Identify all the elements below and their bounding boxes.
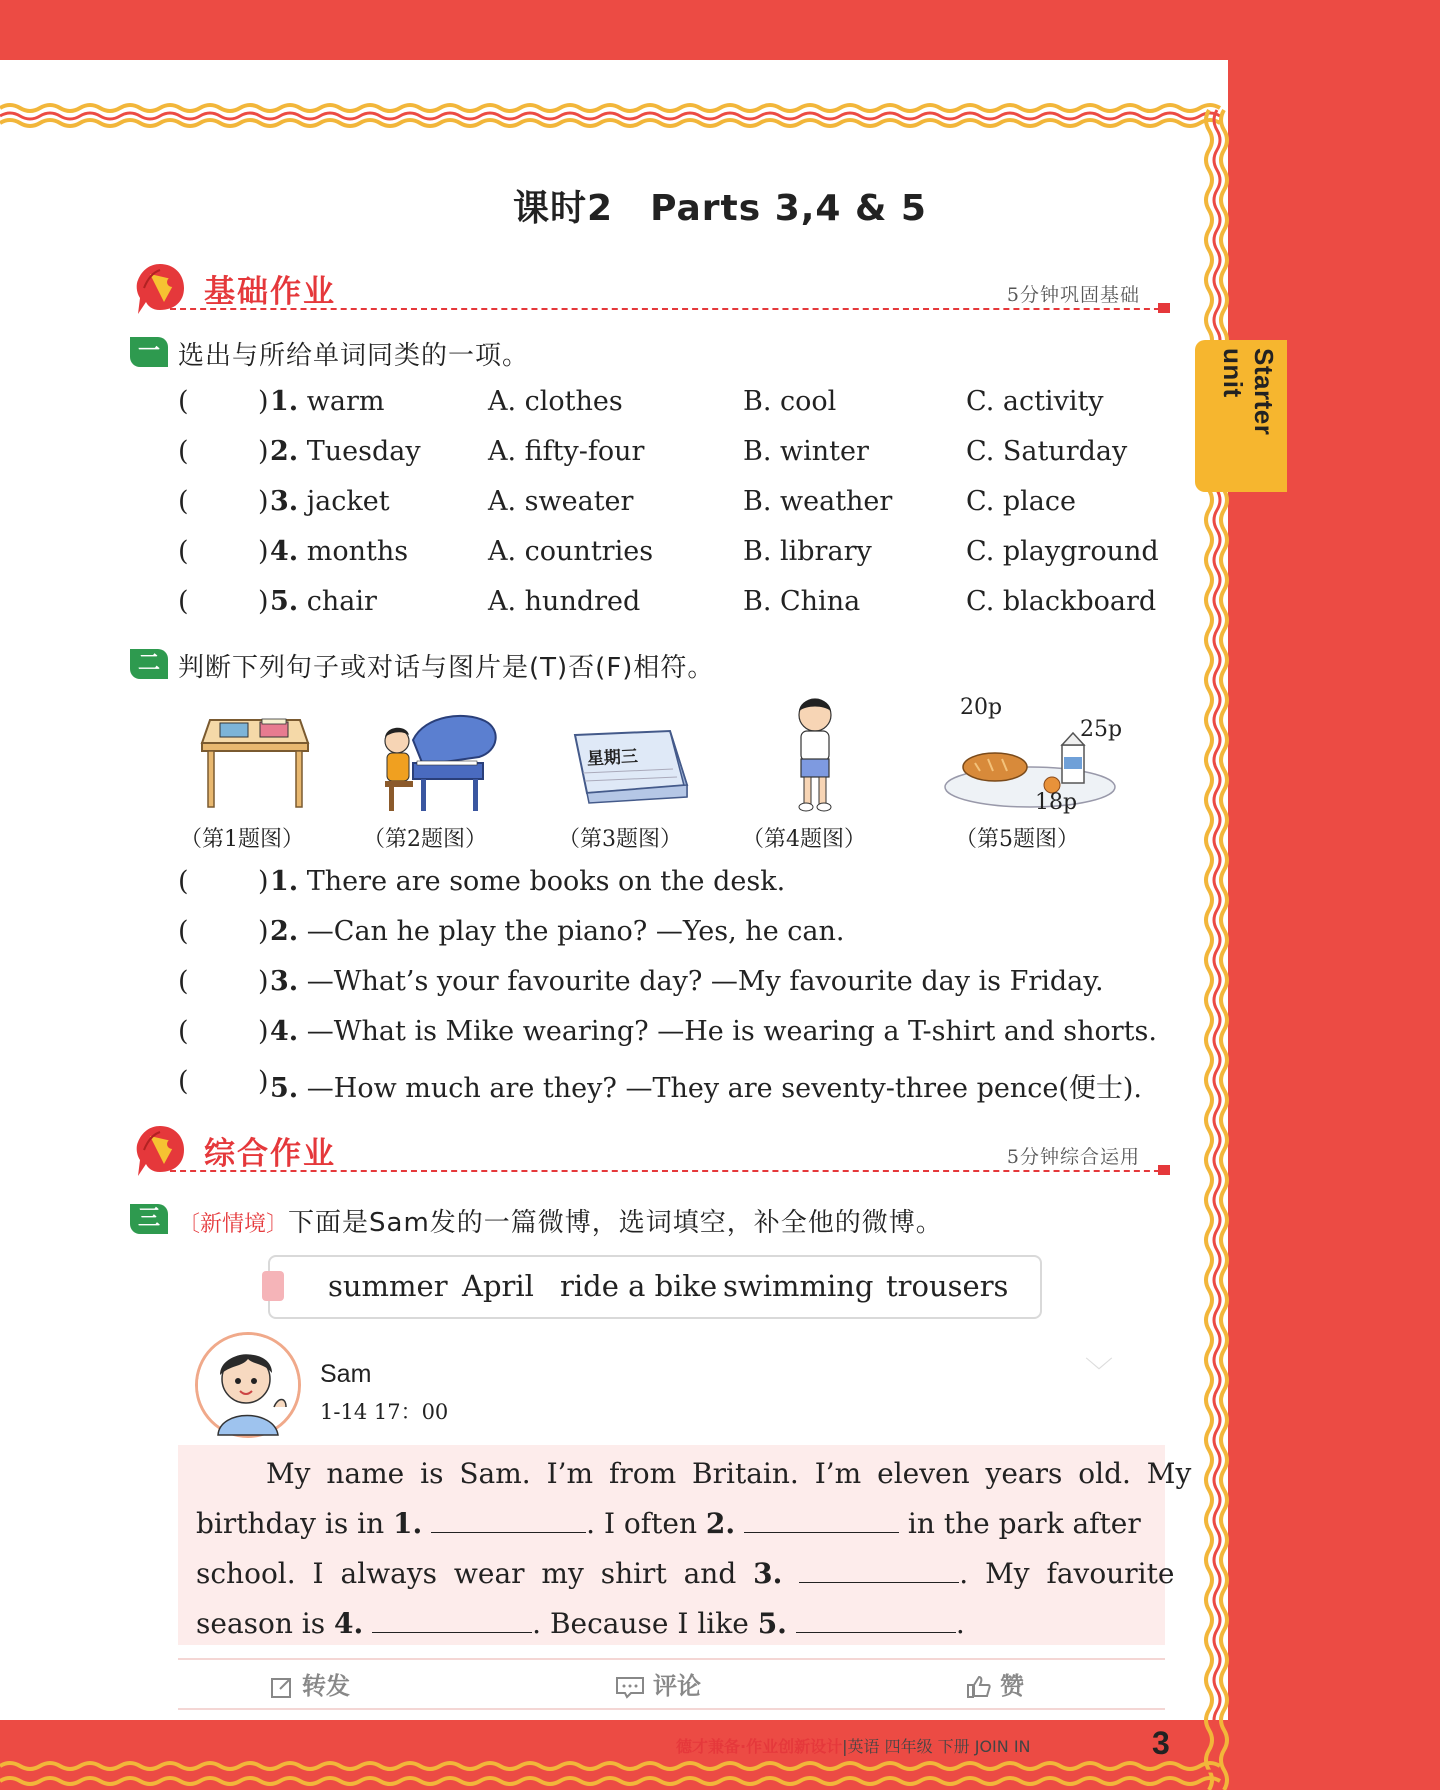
- unit-side-tab[interactable]: [1195, 340, 1287, 492]
- word-bank-item: trousers: [886, 1269, 1009, 1303]
- answer-paren-open[interactable]: (: [178, 1016, 189, 1047]
- option-a: A. countries: [488, 536, 654, 567]
- blank-4[interactable]: [372, 1606, 532, 1633]
- item-number: 4.: [270, 536, 299, 567]
- item-number: 3.: [270, 966, 299, 997]
- answer-paren-close: ): [258, 436, 269, 467]
- q2-item-3: [178, 966, 1178, 1006]
- option-a: A. fifty-four: [488, 436, 645, 467]
- footer-book-info: |英语 四年级 下册 JOIN IN: [842, 1737, 1031, 1756]
- option-b: B. winter: [743, 436, 869, 467]
- post-action-bar: [178, 1658, 1165, 1710]
- item-number: 5.: [270, 1073, 299, 1104]
- question-instruction: [178, 1202, 943, 1239]
- section-label: 综合作业: [204, 1136, 336, 1172]
- food-plate-illustration: [940, 695, 1140, 820]
- post-line-4: [196, 1599, 1151, 1649]
- post-text: . I often: [586, 1507, 706, 1540]
- blank-number: 5.: [757, 1607, 787, 1640]
- item-sentence: There are some books on the desk.: [306, 866, 786, 897]
- post-text: .: [955, 1607, 965, 1640]
- option-a: A. clothes: [488, 386, 623, 417]
- piano-boy-illustration: [375, 705, 505, 815]
- share-edit-icon: [270, 1675, 294, 1699]
- dashed-divider: [170, 308, 1170, 310]
- blank-number: 2.: [705, 1507, 736, 1540]
- answer-paren-close: ): [258, 966, 269, 997]
- answer-paren-open[interactable]: (: [178, 386, 189, 417]
- post-timestamp: 1-14 17：00: [320, 1400, 449, 1424]
- question-number-badge: 二: [130, 649, 168, 679]
- item-word: warm: [306, 386, 385, 417]
- q2-item-1: [178, 866, 1178, 906]
- answer-paren-close: ): [258, 536, 269, 567]
- item-number: 2.: [270, 916, 299, 947]
- post-text: in the park after: [899, 1507, 1141, 1540]
- bottom-wavy-border: [0, 1760, 1228, 1786]
- section-header-comprehensive: [130, 1120, 1170, 1180]
- share-button[interactable]: [270, 1666, 350, 1701]
- item-number: 1.: [270, 866, 299, 897]
- page-title: 课时2 Parts 3,4 & 5: [513, 188, 927, 229]
- item-word: months: [306, 536, 409, 567]
- answer-paren-close: ): [258, 586, 269, 617]
- q1-item-5: [178, 586, 1178, 626]
- word-bank-pin: [262, 1271, 284, 1301]
- option-b: B. library: [743, 536, 872, 567]
- standing-boy-illustration: [785, 695, 845, 813]
- post-text: birthday is in: [196, 1507, 393, 1540]
- word-bank-item: April: [462, 1269, 534, 1303]
- q1-item-1: [178, 386, 1178, 426]
- option-b: B. weather: [743, 486, 893, 517]
- divider-end-marker: [1158, 1165, 1170, 1175]
- question-instruction: 判断下列句子或对话与图片是(T)否(F)相符。: [178, 653, 715, 683]
- blank-5[interactable]: [796, 1606, 956, 1633]
- post-line-3: [196, 1549, 1175, 1599]
- option-c: C. playground: [966, 536, 1159, 567]
- avatar: [195, 1332, 301, 1438]
- answer-paren-open[interactable]: (: [178, 486, 189, 517]
- blank-number: 1.: [393, 1507, 423, 1540]
- page: [0, 60, 1228, 1761]
- section-note: 5分钟巩固基础: [1006, 284, 1140, 306]
- answer-paren-open[interactable]: (: [178, 436, 189, 467]
- picture-caption-1: （第1题图）: [180, 827, 304, 852]
- comment-icon: [615, 1675, 645, 1699]
- option-b: B. China: [743, 586, 861, 617]
- item-number: 1.: [270, 386, 299, 417]
- post-text: . Because I like: [532, 1607, 758, 1640]
- post-body: [178, 1445, 1192, 1645]
- item-number: 4.: [270, 1016, 299, 1047]
- new-context-tag: 〔新情境〕: [178, 1212, 289, 1237]
- calendar-illustration: [565, 725, 690, 805]
- q2-item-2: [178, 916, 1178, 956]
- option-c: C. place: [966, 486, 1076, 517]
- answer-paren-open[interactable]: (: [178, 586, 189, 617]
- calendar-text: 星期三: [586, 746, 639, 770]
- answer-paren-open[interactable]: (: [178, 966, 189, 997]
- option-a: A. sweater: [488, 486, 634, 517]
- item-number: 3.: [270, 486, 299, 517]
- picture-caption-3: （第3题图）: [558, 827, 682, 852]
- option-b: B. cool: [743, 386, 837, 417]
- page-number: 3: [1152, 1725, 1170, 1761]
- option-c: C. activity: [966, 386, 1104, 417]
- answer-paren-open[interactable]: (: [178, 916, 189, 947]
- item-sentence: —What is Mike wearing? —He is wearing a T-shirt and shorts.: [306, 1016, 1157, 1047]
- q1-item-4: [178, 536, 1178, 576]
- blank-2[interactable]: [744, 1506, 899, 1533]
- instruction-text: 下面是Sam发的一篇微博，选词填空，补全他的微博。: [288, 1208, 943, 1238]
- answer-paren-close: ): [258, 916, 269, 947]
- username[interactable]: Sam: [320, 1360, 372, 1388]
- like-label: 赞: [1000, 1672, 1024, 1700]
- unit-side-tab-label: Starter unit: [1218, 348, 1279, 436]
- answer-paren-open[interactable]: (: [178, 536, 189, 567]
- top-wavy-border: [0, 102, 1228, 128]
- option-a: A. hundred: [488, 586, 641, 617]
- blank-3[interactable]: [799, 1556, 959, 1583]
- q2-item-4: [178, 1016, 1178, 1056]
- answer-paren-close: ): [258, 1016, 269, 1047]
- picture-caption-2: （第2题图）: [363, 827, 487, 852]
- answer-paren-open[interactable]: (: [178, 866, 189, 897]
- avatar-boy-icon: [198, 1335, 298, 1435]
- q1-item-3: [178, 486, 1178, 526]
- page-footer: [676, 1734, 1031, 1757]
- section-header-basic: [130, 258, 1170, 318]
- q1-item-2: [178, 436, 1178, 476]
- section-note: 5分钟综合运用: [1006, 1146, 1140, 1168]
- option-c: C. blackboard: [966, 586, 1157, 617]
- item-sentence: —What’s your favourite day? —My favourite day is Friday.: [306, 966, 1104, 997]
- answer-paren-open[interactable]: (: [178, 1066, 189, 1097]
- item-word: chair: [306, 586, 377, 617]
- post-text: . My favourite: [959, 1557, 1175, 1590]
- chevron-down-icon[interactable]: ﹀: [1085, 1355, 1114, 1388]
- footer-brand: 德才兼备·作业创新设计: [676, 1737, 843, 1756]
- blank-number: 4.: [334, 1607, 364, 1640]
- comment-button[interactable]: [615, 1666, 701, 1701]
- option-c: C. Saturday: [966, 436, 1128, 467]
- item-sentence: —Can he play the piano? —Yes, he can.: [306, 916, 845, 947]
- q2-item-5: [178, 1066, 1178, 1106]
- item-word: Tuesday: [306, 436, 421, 467]
- post-line-2: [196, 1499, 1151, 1549]
- price-label-milk: 25p: [1080, 717, 1123, 742]
- blank-1[interactable]: [431, 1506, 586, 1533]
- item-word: jacket: [306, 486, 390, 517]
- comment-label: 评论: [653, 1672, 701, 1700]
- dashed-divider: [170, 1170, 1170, 1172]
- like-button[interactable]: [966, 1666, 1024, 1701]
- answer-paren-close: ): [258, 866, 269, 897]
- desk-books-illustration: [200, 705, 310, 810]
- thumbs-up-icon: [966, 1675, 992, 1699]
- picture-caption-4: （第4题图）: [742, 827, 866, 852]
- answer-paren-close: ): [258, 486, 269, 517]
- word-bank: [268, 1255, 1042, 1319]
- section-label: 基础作业: [204, 274, 336, 310]
- word-bank-item: summer: [328, 1269, 448, 1303]
- post-text: school. I always wear my shirt and: [196, 1557, 754, 1590]
- question-number-badge: 一: [130, 337, 168, 367]
- item-sentence: —How much are they? —They are seventy-three pence(便士).: [306, 1073, 1143, 1104]
- picture-caption-5: （第5题图）: [955, 827, 1079, 852]
- word-bank-item: swimming: [723, 1269, 874, 1303]
- item-number: 5.: [270, 586, 299, 617]
- word-bank-item: ride a bike: [560, 1269, 718, 1303]
- item-number: 2.: [270, 436, 299, 467]
- blank-number: 3.: [753, 1557, 783, 1590]
- share-label: 转发: [302, 1672, 350, 1700]
- price-label-orange: 18p: [1035, 790, 1078, 815]
- post-line-1: My name is Sam. I’m from Britain. I’m eleven years old. My: [266, 1457, 1192, 1490]
- question-number-badge: 三: [130, 1204, 168, 1234]
- answer-paren-close: ): [258, 386, 269, 417]
- post-text: season is: [196, 1607, 335, 1640]
- picture-row: [180, 695, 1140, 855]
- question-instruction: 选出与所给单词同类的一项。: [178, 341, 530, 371]
- divider-end-marker: [1158, 303, 1170, 313]
- answer-paren-close: ): [258, 1066, 269, 1097]
- price-label-bread: 20p: [960, 695, 1003, 720]
